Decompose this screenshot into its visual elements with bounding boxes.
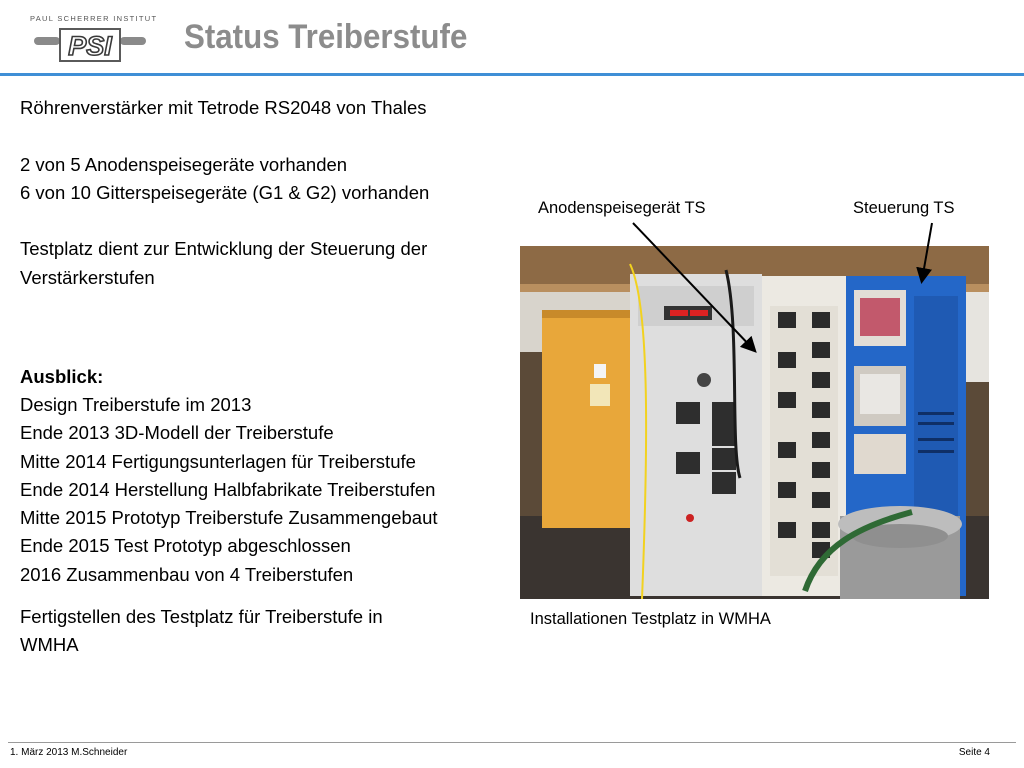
footer-rule bbox=[8, 742, 1016, 743]
outlook-item: Design Treiberstufe im 2013 bbox=[20, 393, 252, 415]
logo-psi-letters: PSI bbox=[68, 31, 112, 61]
outlook-heading: Ausblick: bbox=[20, 365, 104, 387]
outlook-item: Mitte 2015 Prototyp Treiberstufe Zusammengebaut bbox=[20, 507, 438, 529]
footer-date-author: 1. März 2013 M.Schneider bbox=[10, 747, 128, 758]
page-number: Seite 4 bbox=[958, 747, 990, 758]
anode-supply-text: 2 von 5 Anodenspeisegeräte vorhanden bbox=[20, 153, 348, 175]
outlook-item: Ende 2015 Test Prototyp abgeschlossen bbox=[20, 535, 351, 557]
final-text-line1: Fertigstellen des Testplatz für Treiberstufe in bbox=[20, 606, 383, 628]
outlook-item: Ende 2013 3D-Modell der Treiberstufe bbox=[20, 422, 334, 444]
anode-arrow bbox=[633, 223, 754, 350]
photo-caption: Installationen Testplatz in WMHA bbox=[530, 610, 771, 628]
outlook-item: Mitte 2014 Fertigungsunterlagen für Treiberstufe bbox=[20, 450, 416, 472]
control-label: Steuerung TS bbox=[853, 199, 955, 217]
testbench-text-line2: Verstärkerstufen bbox=[20, 266, 155, 288]
outlook-item: Ende 2014 Herstellung Halbfabrikate Treiberstufen bbox=[20, 478, 436, 500]
anode-supply-label: Anodenspeisegerät TS bbox=[538, 199, 706, 217]
testbench-text-line1: Testplatz dient zur Entwicklung der Steuerung der bbox=[20, 238, 428, 260]
grid-supply-text: 6 von 10 Gitterspeisegeräte (G1 & G2) vorhanden bbox=[20, 181, 430, 203]
control-arrow bbox=[922, 223, 932, 280]
page-title: Status Treiberstufe bbox=[184, 18, 468, 56]
final-text-line2: WMHA bbox=[20, 634, 79, 656]
logo-institute-name: PAUL SCHERRER INSTITUT bbox=[30, 14, 158, 23]
outlook-item: 2016 Zusammenbau von 4 Treiberstufen bbox=[20, 563, 354, 585]
intro-text: Röhrenverstärker mit Tetrode RS2048 von Thales bbox=[20, 97, 427, 118]
